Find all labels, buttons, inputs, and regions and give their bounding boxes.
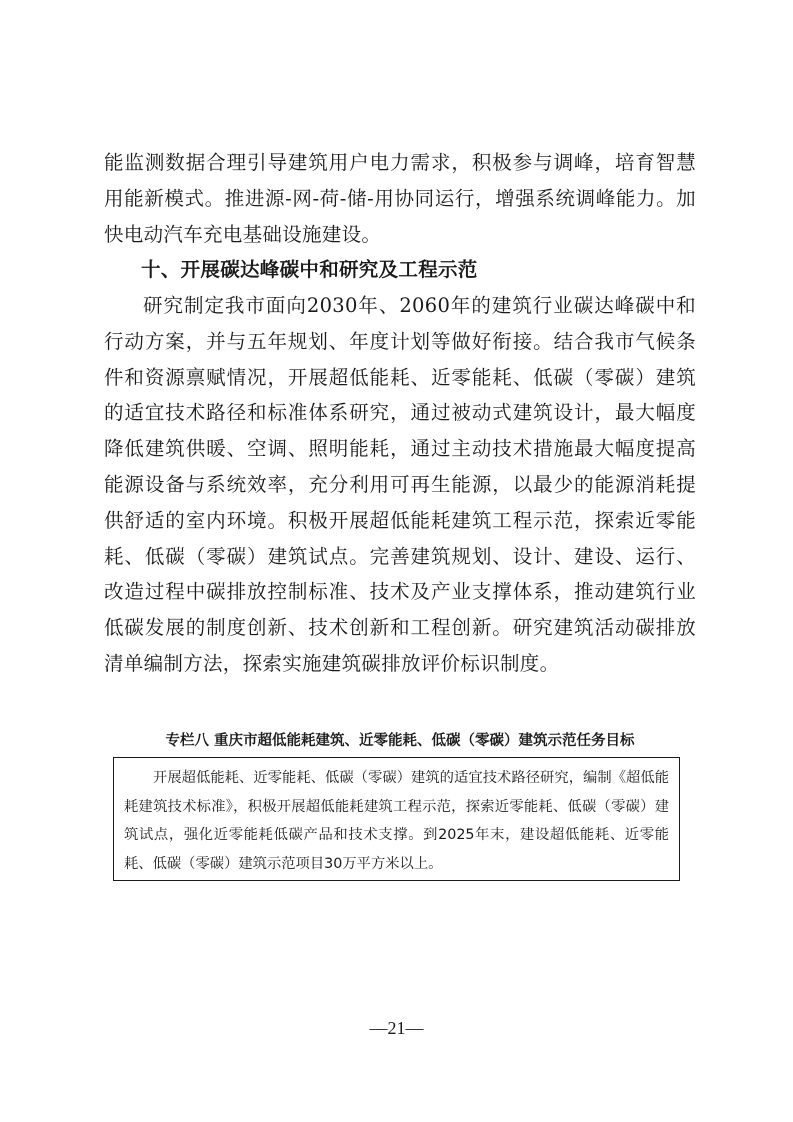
box-title: 专栏八 重庆市超低能耗建筑、近零能耗、低碳（零碳）建筑示范任务目标 (165, 733, 635, 749)
section-heading: 十、开展碳达峰碳中和研究及工程示范 (141, 258, 478, 281)
box-text: 开展超低能耗、近零能耗、低碳（零碳）建筑的适宜技术路径研究，编制《超低能耗建筑技术标准》，积极开展超低能耗建筑工程示范，探索近零能耗、低碳（零碳）建筑试点，强化近零能耗低碳产品和技术支撑。到2025年末，建设超低能耗、近零能耗、低碳（零碳）建筑示范项目30万平方米以上。 (124, 770, 669, 872)
main-paragraph: 研究制定我市面向2030年、2060年的建筑行业碳达峰碳中和行动方案，并与五年规划、年度计划等做好衔接。结合我市气候条件和资源禀赋情况，开展超低能耗、近零能耗、低碳（零碳）建筑的适宜技术路径和标准体系研究，通过被动式建筑设计，最大幅度降低建筑供暖、空调、照明能耗，通过主动技术措施最大幅度提高能源设备与系统效率，充分利用可再生能源，以最少的能源消耗提供舒适的室内环境。积极开展超低能耗建筑工程示范，探索近零能耗、低碳（零碳）建筑试点。完善建筑规划、设计、建设、运行、改造过程中碳排放控制标准、技术及产业支撑体系，推动建筑行业低碳发展的制度创新、技术创新和工程创新。研究建筑活动碳排放清单编制方法，探索实施建筑碳排放评价标识制度。 (104, 294, 696, 675)
continuation-paragraph: 能监测数据合理引导建筑用户电力需求，积极参与调峰，培育智慧用能新模式。推进源-网-荷-储-用协同运行，增强系统调峰能力。加快电动汽车充电基础设施建设。 (104, 151, 696, 246)
info-box (113, 757, 680, 881)
page-number: —21— (369, 1018, 424, 1038)
